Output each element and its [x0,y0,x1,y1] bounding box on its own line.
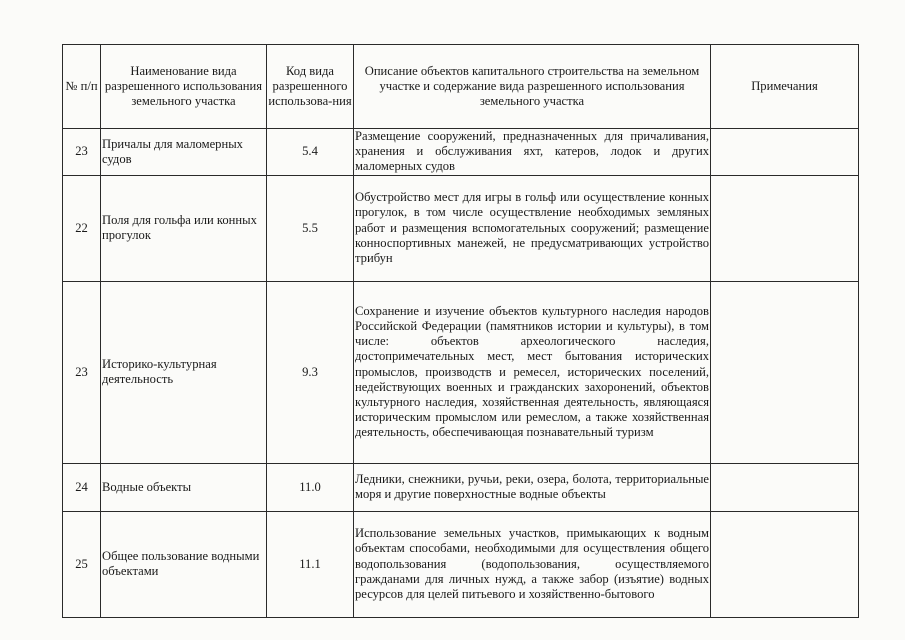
row-desc: Ледники, снежники, ручьи, реки, озера, болота, территориальные моря и другие поверхностные водные объекты [354,463,711,511]
header-name: Наименование вида разрешенного использования земельного участка [101,45,267,129]
row-name: Общее пользование водными объектами [101,511,267,617]
row-desc: Обустройство мест для игры в гольф или осуществление конных прогулок, в том числе осуществление необходимых земляных работ и размещения вспомогательных сооружений; размещение конноспортивных манежей, не предусматривающих устройство трибун [354,175,711,281]
row-num: 23 [63,281,101,463]
header-code: Код вида разрешенного использова-ния [267,45,354,129]
table-row [63,175,859,281]
row-note [711,129,859,176]
table-row [63,281,859,463]
row-code: 11.0 [267,463,354,511]
table-row [63,463,859,511]
row-desc: Сохранение и изучение объектов культурного наследия народов Российской Федерации (памятников истории и культуры), в том числе: объектов археологического наследия, достопримечательных мест, мест бытования исторических промыслов, производств и ремесел, исторических поселений, недействующих военных и гражданских захоронений, объектов культурного наследия, хозяйственная деятельность, являющаяся историческим промыслом или ремеслом, а также хозяйственная деятельность, обеспечивающая познавательный туризм [354,281,711,463]
row-note [711,511,859,617]
row-name: Поля для гольфа или конных прогулок [101,175,267,281]
header-note: Примечания [711,45,859,129]
row-note [711,281,859,463]
row-code: 9.3 [267,281,354,463]
row-num: 22 [63,175,101,281]
row-num: 24 [63,463,101,511]
row-code: 5.5 [267,175,354,281]
row-name: Причалы для маломерных судов [101,129,267,176]
row-note [711,175,859,281]
header-desc: Описание объектов капитального строительства на земельном участке и содержание вида разрешенного использования земельного участка [354,45,711,129]
row-desc: Размещение сооружений, предназначенных для причаливания, хранения и обслуживания яхт, катеров, лодок и других маломерных судов [355,129,709,174]
row-desc: Использование земельных участков, примыкающих к водным объектам способами, необходимыми для осуществления общего водопользования (водопользования, осуществляемого гражданами для личных нужд, а также забор (изъятие) водных ресурсов для целей питьевого и хозяйственно-бытового [354,511,711,617]
table-header-row [63,45,859,129]
row-code: 11.1 [267,511,354,617]
row-code: 5.4 [267,129,354,176]
land-use-table [62,44,859,618]
row-name: Водные объекты [101,463,267,511]
row-name: Историко-культурная деятельность [101,281,267,463]
table-row [63,129,859,176]
row-num: 23 [63,129,101,176]
table-row [63,511,859,617]
row-num: 25 [63,511,101,617]
row-note [711,463,859,511]
header-num: № п/п [63,45,101,129]
